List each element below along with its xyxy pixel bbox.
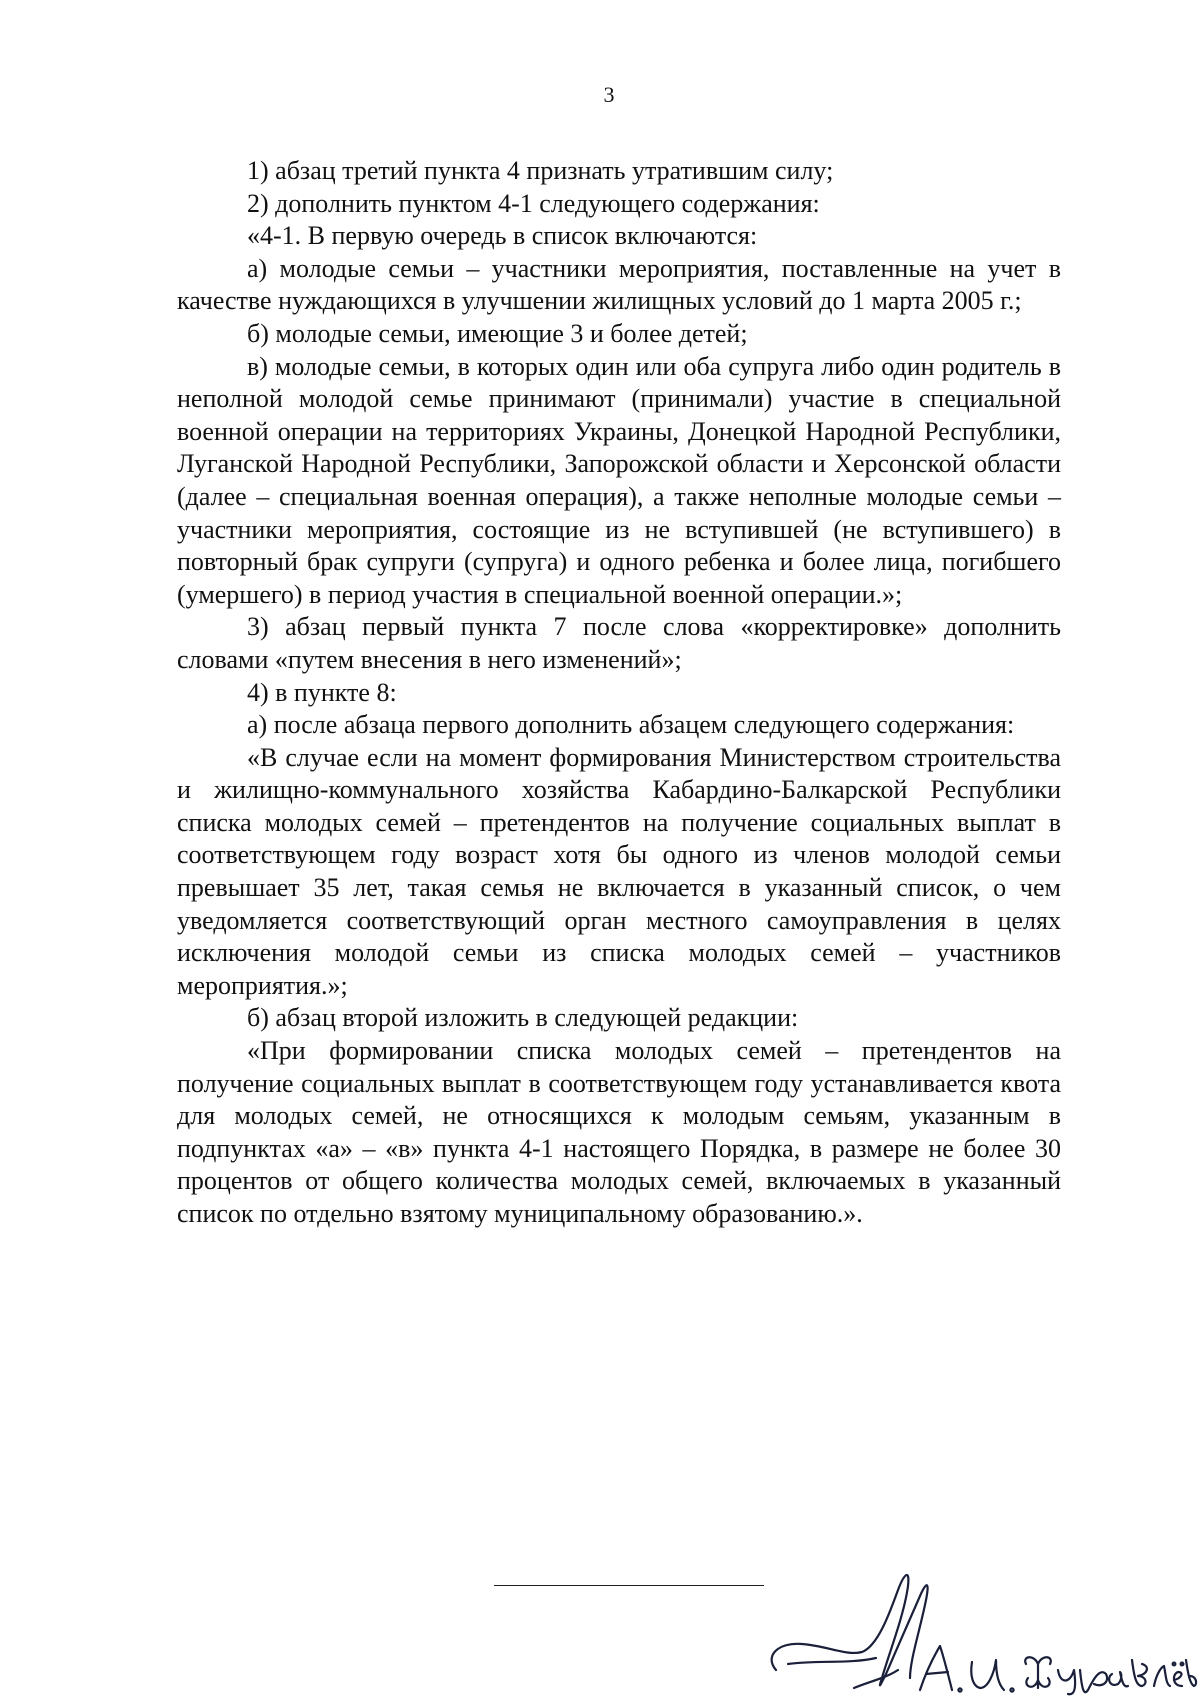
paragraph: 4) в пункте 8: [247,677,397,707]
paragraph: 2) дополнить пунктом 4-1 следующего содержания: [247,188,820,218]
paragraph: б) молодые семьи, имеющие 3 и более детей; [247,318,748,348]
page-number: 3 [603,82,615,107]
paragraph: «При формировании списка молодых семей – претендентов на получение социальных выплат в соответствующем году устанавливается квота для молодых семей, не относящихся к молодым семьям, указанным в подпунктах «а» – «в» пункта 4-1 настоящего Порядка, в размере не более 30 процентов от общего количества молодых семей, включаемых в указанный список по отдельно взятому муниципальному образованию.». [177,1036,1061,1228]
end-divider-line [494,1585,764,1586]
paragraph: в) молодые семьи, в которых один или оба супруга либо один родитель в неполной молодой семье принимают (принимали) участие в специальной военной операции на территориях Украины, Донецкой Народной Республики, Луганской Народной Республики, Запорожской области и Херсонской области (далее – специальная военная операция), а также неполные молодые семьи – участники мероприятия, состоящие из не вступившей (не вступившего) в повторный брак супруги (супруга) и одного ребенка и более лица, погибшего (умершего) в период участия в специальной военной операции.»; [177,351,1061,609]
document-body [177,155,1061,1231]
handwritten-signature [758,1560,1198,1697]
paragraph: а) молодые семьи – участники мероприятия, поставленные на учет в качестве нуждающихся в улучшении жилищных условий до 1 марта 2005 г.; [177,253,1061,316]
paragraph: «В случае если на момент формирования Министерством строительства и жилищно-коммунального хозяйства Кабардино-Балкарской Республики списка молодых семей – претендентов на получение социальных выплат в соответствующем году возраст хотя бы одного из членов молодой семьи превышает 35 лет, такая семья не включается в указанный список, о чем уведомляется соответствующий орган местного самоуправления в целях исключения молодой семьи из списка молодых семей – участников мероприятия.»; [177,742,1061,1000]
paragraph: 3) абзац первый пункта 7 после слова «корректировке» дополнить словами «путем внесения в него изменений»; [177,612,1061,674]
paragraph: «4-1. В первую очередь в список включаются: [247,221,758,251]
paragraph: 1) абзац третий пункта 4 признать утратившим силу; [247,156,834,185]
paragraph: б) абзац второй изложить в следующей редакции: [247,1003,799,1033]
paragraph: а) после абзаца первого дополнить абзацем следующего содержания: [247,710,1015,740]
